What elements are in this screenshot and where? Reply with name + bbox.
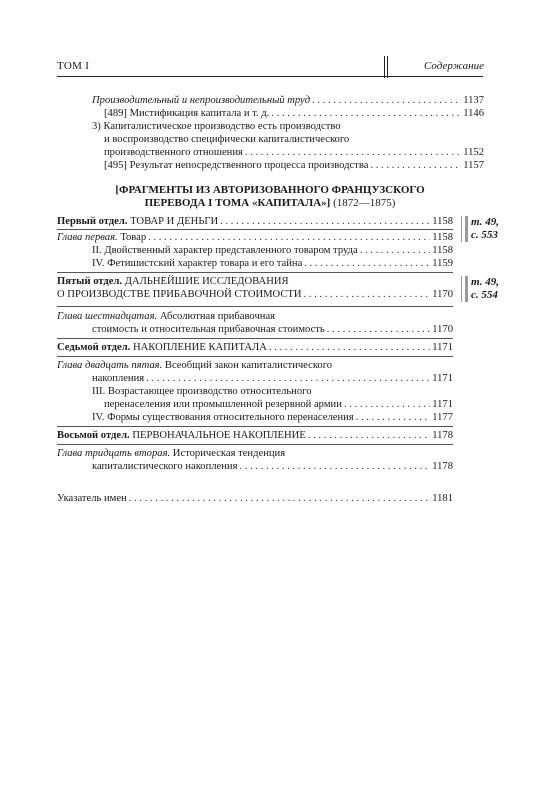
toc-entry-page: 1171: [432, 342, 453, 353]
margin-note-rule: [461, 276, 462, 302]
header-divider-2: [387, 56, 388, 78]
part-name: НАКОПЛЕНИЕ КАПИТАЛА: [130, 342, 267, 353]
margin-note-rule: [461, 216, 462, 242]
part-label: Пятый отдел.: [57, 276, 123, 287]
toc-entry-page: 1171: [432, 399, 453, 410]
toc-part-entry[interactable]: [57, 430, 453, 443]
toc-part-title-line1: [57, 276, 289, 289]
part-label: Восьмой отдел.: [57, 430, 130, 441]
leader-dots: [271, 108, 461, 119]
toc-entry-title: [57, 232, 146, 243]
toc-entry-title: II. Двойственный характер представленного товаром труда: [92, 245, 358, 256]
toc-entry-title: производственного отношения: [104, 147, 243, 158]
toc-entry[interactable]: [92, 412, 453, 425]
toc-entry-page: 1158: [432, 216, 453, 227]
margin-note-page: с. 553: [471, 229, 498, 241]
toc-entry[interactable]: [92, 373, 453, 386]
leader-dots: [344, 399, 430, 410]
chapter-label: Глава двадцать пятая.: [57, 360, 163, 371]
toc-entry-page: 1178: [432, 430, 453, 441]
running-header-volume: ТОМ I: [57, 60, 90, 72]
toc-entry-page: 1137: [463, 95, 484, 106]
toc-entry-title: IV. Фетишистский характер товара и его тайна: [92, 258, 303, 269]
section-heading-line2: [70, 197, 470, 210]
toc-part-title: О ПРОИЗВОДСТВЕ ПРИБАВОЧНОЙ СТОИМОСТИ: [57, 289, 302, 300]
leader-dots: [360, 245, 431, 256]
chapter-name: Историческая тенденция: [170, 448, 286, 459]
chapter-name: Абсолютная прибавочная: [157, 311, 276, 322]
running-header-section: Содержание: [423, 60, 484, 72]
header-divider: [384, 56, 385, 78]
toc-entry-page: 1177: [432, 412, 453, 423]
separator-rule: [57, 229, 453, 230]
toc-entry-title: перенаселения или промышленной резервной армии: [104, 399, 342, 410]
toc-part-entry[interactable]: [57, 289, 453, 302]
part-label: Седьмой отдел.: [57, 342, 131, 353]
leader-dots: [220, 216, 430, 227]
toc-entry[interactable]: [92, 461, 453, 474]
part-name: ПЕРВОНАЧАЛЬНОЕ НАКОПЛЕНИЕ: [129, 430, 306, 441]
toc-entry-page: 1159: [432, 258, 453, 269]
toc-entry-title: стоимость и относительная прибавочная стоимость: [92, 324, 325, 335]
separator-rule: [57, 426, 453, 427]
part-name: ТОВАР И ДЕНЬГИ: [127, 216, 219, 227]
part-label: Первый отдел.: [57, 216, 128, 227]
toc-entry-title: Указатель имен: [57, 493, 127, 504]
leader-dots: [304, 289, 431, 300]
toc-entry[interactable]: [92, 245, 453, 258]
toc-entry-page: 1152: [463, 147, 484, 158]
margin-note-bar: [465, 276, 468, 302]
toc-entry-page: 1181: [432, 493, 453, 504]
leader-dots: [148, 232, 430, 243]
toc-entry-page: 1170: [432, 289, 453, 300]
toc-part-title: [57, 216, 218, 227]
leader-dots: [356, 412, 431, 423]
toc-entry-title: капиталистического накопления: [92, 461, 238, 472]
toc-part-title: [57, 430, 306, 441]
chapter-name: Всеобщий закон капиталистического: [162, 360, 333, 371]
toc-part-entry[interactable]: [57, 216, 453, 229]
leader-dots: [129, 493, 430, 504]
toc-entry-title: IV. Формы существования относительного перенаселения: [92, 412, 354, 423]
toc-entry-page: 1158: [432, 245, 453, 256]
chapter-label: Глава тридцать вторая.: [57, 448, 171, 459]
toc-entry-title: [489] Мистификация капитала и т. д.: [104, 108, 270, 119]
toc-entry-page: 1170: [432, 324, 453, 335]
toc-entry-title: Производительный и непроизводительный труд: [92, 95, 311, 106]
separator-rule: [57, 356, 453, 357]
leader-dots: [146, 373, 430, 384]
toc-entry-page: 1178: [432, 461, 453, 472]
chapter-title-line1: [57, 311, 275, 324]
margin-note-volume: т. 49,: [471, 276, 499, 288]
toc-entry-page: 1171: [432, 373, 453, 384]
toc-part-title: [57, 342, 267, 353]
chapter-title-line1: [57, 360, 332, 373]
toc-entry[interactable]: [104, 160, 484, 173]
chapter-label: Глава шестнадцатая.: [57, 311, 158, 322]
section-heading-bold: ПЕРЕВОДА I ТОМА «КАПИТАЛА»]: [144, 197, 331, 209]
toc-index-entry[interactable]: [57, 493, 453, 506]
margin-note: [465, 276, 519, 302]
toc-part-entry[interactable]: [57, 342, 453, 355]
toc-entry[interactable]: [57, 232, 453, 245]
leader-dots: [312, 95, 461, 106]
chapter-name: Товар: [117, 232, 147, 243]
chapter-label: Глава первая.: [57, 232, 118, 243]
toc-entry-line: и воспроизводство специфически капиталистического: [104, 134, 350, 145]
leader-dots: [245, 147, 461, 158]
chapter-title-line1: [57, 448, 285, 461]
section-heading: [70, 184, 470, 210]
toc-entry[interactable]: [104, 147, 484, 160]
separator-rule: [57, 272, 453, 273]
toc-entry[interactable]: [92, 258, 453, 271]
section-heading-years: (1872—1875): [330, 197, 396, 209]
leader-dots: [269, 342, 430, 353]
margin-note: [465, 216, 519, 242]
margin-note-page: с. 554: [471, 289, 498, 301]
toc-entry[interactable]: [104, 108, 484, 121]
separator-rule: [57, 444, 453, 445]
leader-dots: [370, 160, 461, 171]
toc-entry[interactable]: [92, 95, 484, 108]
leader-dots: [304, 258, 430, 269]
margin-note-bar: [465, 216, 468, 242]
separator-rule: [57, 338, 453, 339]
section-heading-line1: [ФРАГМЕНТЫ ИЗ АВТОРИЗОВАННОГО ФРАНЦУЗСКОГО: [115, 184, 425, 196]
leader-dots: [327, 324, 430, 335]
toc-entry-line: III. Возрастающее производство относительного: [92, 386, 312, 397]
header-rule: [57, 76, 483, 77]
leader-dots: [308, 430, 430, 441]
toc-entry-title: накопления: [92, 373, 145, 384]
margin-note-volume: т. 49,: [471, 216, 499, 228]
part-name: ДАЛЬНЕЙШИЕ ИССЛЕДОВАНИЯ: [122, 276, 289, 287]
toc-entry-title: [495] Результат непосредственного процесса производства: [104, 160, 369, 171]
toc-entry[interactable]: [104, 399, 453, 412]
toc-entry-page: 1146: [463, 108, 484, 119]
toc-entry-line: 3) Капиталистическое производство есть производство: [92, 121, 341, 132]
separator-rule: [57, 306, 453, 307]
leader-dots: [239, 461, 430, 472]
toc-entry-page: 1158: [432, 232, 453, 243]
toc-entry-page: 1157: [463, 160, 484, 171]
toc-entry[interactable]: [92, 324, 453, 337]
